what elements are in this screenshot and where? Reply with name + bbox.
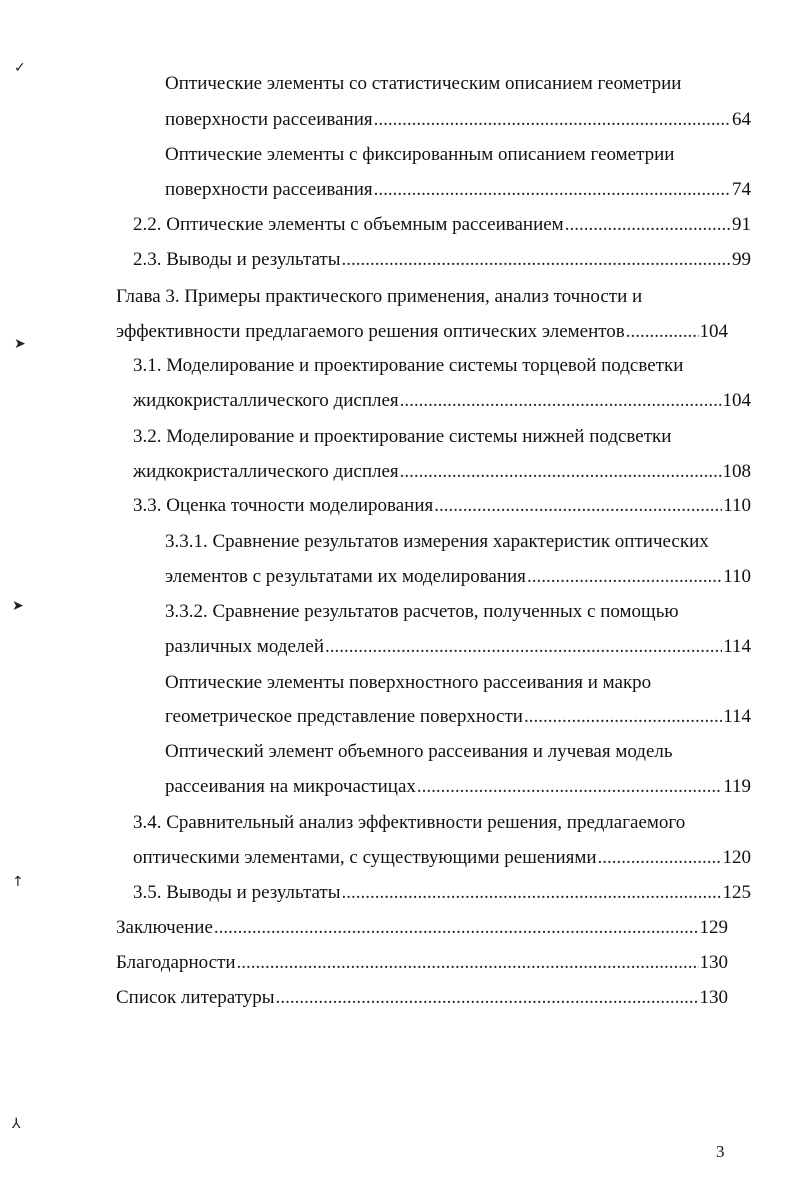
toc-entry[interactable]	[165, 635, 751, 659]
toc-page-number: 120	[722, 847, 751, 868]
toc-entry-title: рассеивания на микрочастицах	[165, 776, 416, 797]
scan-mark-icon: ⅄	[12, 1116, 21, 1132]
toc-entry-title: поверхности рассеивания	[165, 109, 373, 130]
toc-entry-title: оптическими элементами, с существующими решениями	[133, 847, 597, 868]
toc-entry-title: геометрическое представление поверхности	[165, 706, 523, 727]
toc-entry[interactable]	[133, 213, 751, 237]
toc-entry-title: эффективности предлагаемого решения оптических элементов	[116, 321, 625, 342]
toc-page-number: 91	[732, 214, 751, 235]
toc-entry-line: 3.3.2. Сравнение результатов расчетов, полученных с помощью	[165, 601, 679, 622]
scan-mark-icon: ➤	[12, 598, 24, 614]
toc-entry[interactable]	[116, 916, 728, 940]
toc-entry-line: 3.4. Сравнительный анализ эффективности решения, предлагаемого	[133, 812, 686, 833]
toc-entry-line: Оптические элементы со статистическим описанием геометрии	[165, 73, 682, 94]
toc-leader-dots	[565, 213, 731, 237]
scan-mark-icon: ➤	[14, 336, 26, 352]
toc-page-number: 110	[723, 566, 751, 587]
toc-page-number: 114	[723, 636, 751, 657]
toc-page-number: 64	[732, 109, 751, 130]
toc-entry[interactable]	[116, 320, 728, 344]
toc-page-number: 104	[722, 390, 751, 411]
toc-entry-title: Заключение	[116, 917, 213, 938]
toc-entry-title: элементов с результатами их моделирования	[165, 566, 526, 587]
toc-page-number: 108	[722, 461, 751, 482]
toc-entry-line: 3.3.1. Сравнение результатов измерения характеристик оптических	[165, 531, 709, 552]
toc-entry-title: жидкокристаллического дисплея	[133, 390, 399, 411]
toc-page-number: 110	[723, 495, 751, 516]
toc-entry[interactable]	[165, 565, 751, 589]
toc-page-number: 125	[722, 882, 751, 903]
toc-chapter-line: Глава 3. Примеры практического применения, анализ точности и	[116, 286, 643, 307]
toc-entry-line: Оптические элементы поверхностного рассеивания и макро	[165, 672, 652, 693]
page-number: 3	[716, 1142, 725, 1161]
toc-entry-line: Оптический элемент объемного рассеивания и лучевая модель	[165, 741, 673, 762]
toc-entry-title: 2.2. Оптические элементы с объемным рассеиванием	[133, 214, 564, 235]
toc-entry[interactable]	[165, 178, 751, 202]
toc-leader-dots	[276, 986, 699, 1010]
toc-entry-title: 2.3. Выводы и результаты	[133, 249, 341, 270]
toc-leader-dots	[598, 846, 722, 870]
toc-entry[interactable]	[165, 775, 751, 799]
toc-leader-dots	[524, 705, 722, 729]
toc-entry-line: Оптические элементы с фиксированным описанием геометрии	[165, 144, 675, 165]
toc-leader-dots	[527, 565, 722, 589]
toc-entry[interactable]	[165, 108, 751, 132]
toc-leader-dots	[400, 460, 722, 484]
scan-mark-icon: ↑	[12, 874, 24, 890]
toc-leader-dots	[374, 108, 731, 132]
toc-entry[interactable]	[116, 986, 728, 1010]
toc-entry-title: различных моделей	[165, 636, 324, 657]
toc-page-number: 114	[723, 706, 751, 727]
toc-leader-dots	[434, 494, 722, 518]
toc-entry-line: 3.1. Моделирование и проектирование системы торцевой подсветки	[133, 355, 684, 376]
toc-entry[interactable]	[133, 389, 751, 413]
toc-entry-title: жидкокристаллического дисплея	[133, 461, 399, 482]
toc-entry[interactable]	[165, 705, 751, 729]
toc-entry-line: 3.2. Моделирование и проектирование системы нижней подсветки	[133, 426, 672, 447]
toc-entry-title: 3.3. Оценка точности моделирования	[133, 495, 434, 516]
toc-leader-dots	[417, 775, 722, 799]
toc-entry[interactable]	[133, 881, 751, 905]
toc-entry-title: Список литературы	[116, 987, 275, 1008]
toc-page-number: 130	[699, 987, 728, 1008]
toc-leader-dots	[325, 635, 722, 659]
toc-entry[interactable]	[133, 846, 751, 870]
toc-entry[interactable]	[116, 951, 728, 975]
toc-page-number: 130	[699, 952, 728, 973]
toc-page-number: 129	[699, 917, 728, 938]
toc-leader-dots	[214, 916, 699, 940]
scan-mark-icon: ✓	[14, 60, 26, 76]
toc-page-number: 99	[732, 249, 751, 270]
toc-entry-title: Благодарности	[116, 952, 236, 973]
toc-entry[interactable]	[133, 248, 751, 272]
toc-page-number: 119	[723, 776, 751, 797]
toc-leader-dots	[374, 178, 731, 202]
toc-leader-dots	[626, 320, 699, 344]
toc-page-number: 74	[732, 179, 751, 200]
toc-page-number: 104	[699, 321, 728, 342]
toc-entry-title: 3.5. Выводы и результаты	[133, 882, 341, 903]
toc-leader-dots	[342, 248, 732, 272]
toc-leader-dots	[400, 389, 722, 413]
toc-entry-title: поверхности рассеивания	[165, 179, 373, 200]
toc-entry[interactable]	[133, 460, 751, 484]
toc-leader-dots	[237, 951, 699, 975]
toc-leader-dots	[342, 881, 722, 905]
toc-entry[interactable]	[133, 494, 751, 518]
